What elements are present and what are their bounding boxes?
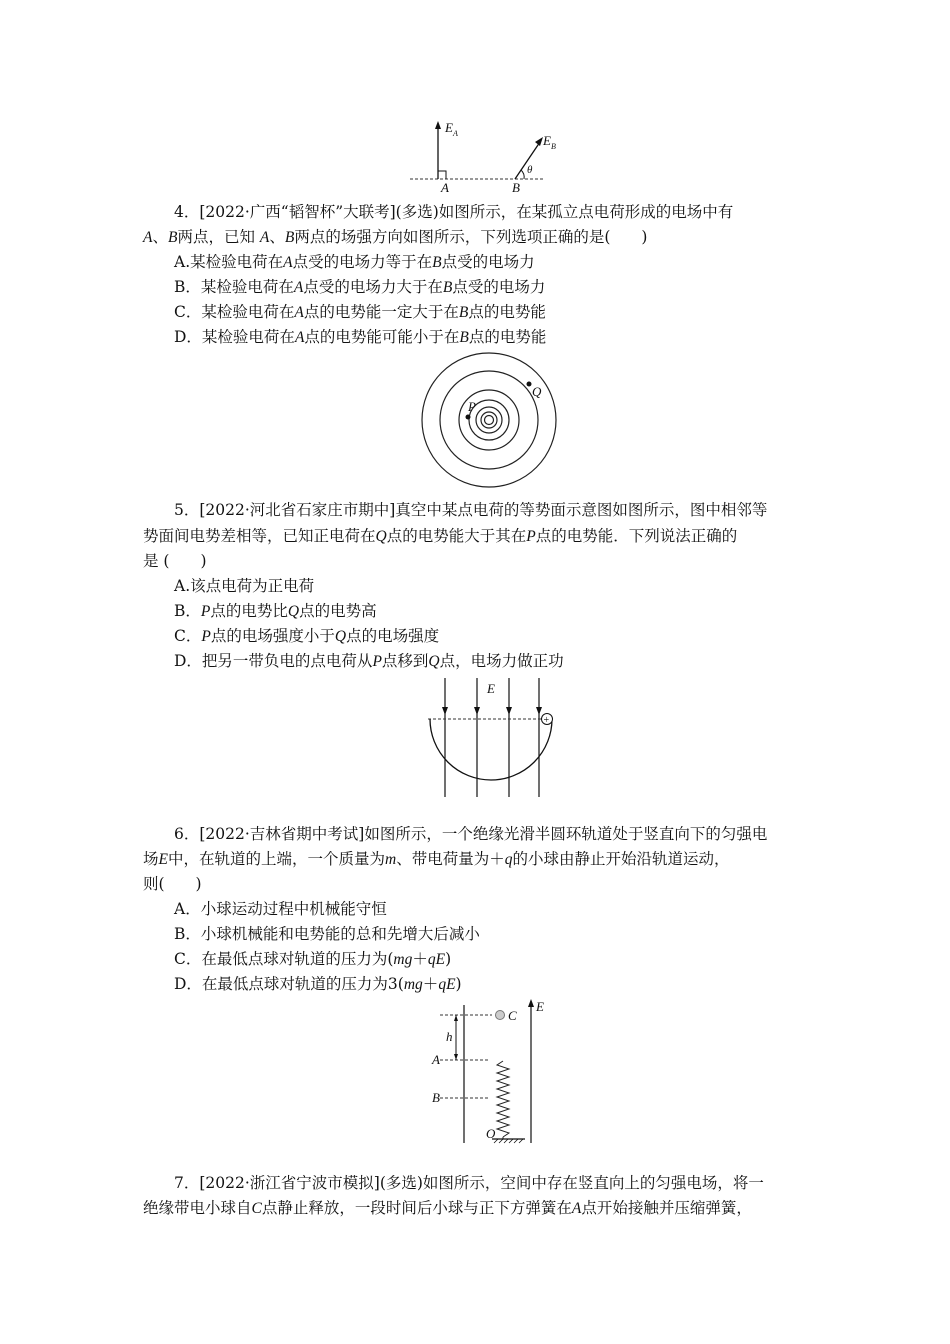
figure-semicircle-track — [425, 675, 565, 800]
q5-option-c: C．P点的电场强度小于Q点的电场强度 — [174, 627, 440, 645]
q7-stem-line2: 绝缘带电小球自C点静止释放，一段时间后小球与正下方弹簧在A点开始接触并压缩弹簧， — [143, 1199, 752, 1217]
q4-option-c: C．某检验电荷在A点的电势能一定大于在B点的电势能 — [174, 303, 546, 321]
figure-field-directions — [400, 115, 570, 195]
point-Q — [527, 382, 532, 387]
label-B: B — [432, 1090, 440, 1105]
label-A: A — [441, 180, 449, 195]
q7-stem-line1: 7．[2022·浙江省宁波市模拟](多选)如图所示，空间中存在竖直向上的匀强电场，将一 — [174, 1174, 764, 1192]
q5-option-d: D．把另一带负电的点电荷从P点移到Q点，电场力做正功 — [174, 652, 564, 670]
q4-stem-line2: A、B两点，已知 A、B两点的场强方向如图所示，下列选项正确的是( ) — [143, 228, 648, 246]
label-EB-sub: B — [551, 142, 556, 151]
q6-stem-line3: 则( ) — [143, 875, 202, 893]
label-EB: E — [543, 133, 551, 148]
q5-option-b: B．P点的电势比Q点的电势高 — [174, 602, 377, 620]
label-E: E — [487, 681, 495, 696]
label-EA: E — [445, 120, 453, 135]
q5-option-a: A.该点电荷为正电荷 — [174, 577, 315, 595]
label-C: C — [508, 1008, 517, 1023]
ball-C — [496, 1011, 505, 1020]
q4-option-b: B．某检验电荷在A点受的电场力大于在B点受的电场力 — [174, 278, 546, 296]
q6-stem-line1: 6．[2022·吉林省期中考试]如图所示，一个绝缘光滑半圆环轨道处于竖直向下的匀强电 — [174, 825, 768, 843]
q6-option-c: C．在最低点球对轨道的压力为(mg＋qE) — [174, 950, 452, 968]
q4-stem-line1: 4．[2022·广西“韬智杯”大联考](多选)如图所示，在某孤立点电荷形成的电场中有 — [174, 203, 734, 221]
q6-stem-line2: 场E中，在轨道的上端，一个质量为m、带电荷量为＋q的小球由静止开始沿轨道运动， — [143, 850, 730, 868]
q5-stem-line1: 5．[2022·河北省石家庄市期中]真空中某点电荷的等势面示意图如图所示，图中相邻等 — [174, 501, 768, 519]
q5-stem-line3: 是 ( ) — [143, 552, 207, 570]
label-P: P — [468, 399, 476, 414]
q6-option-b: B．小球机械能和电势能的总和先增大后减小 — [174, 925, 480, 943]
label-O: O — [486, 1126, 496, 1141]
point-P — [466, 415, 471, 420]
label-E: E — [536, 999, 544, 1014]
figure-spring-field — [430, 997, 560, 1147]
q5-stem-line2: 势面间电势差相等，已知正电荷在Q点的电势能大于其在P点的电势能．下列说法正确的 — [143, 527, 738, 545]
label-charge: + — [543, 715, 550, 726]
q4-option-d: D．某检验电荷在A点的电势能可能小于在B点的电势能 — [174, 328, 547, 346]
figure-equipotential-circles — [420, 352, 560, 492]
label-EA-sub: A — [453, 129, 458, 138]
q4-option-a: A.某检验电荷在A点受的电场力等于在B点受的电场力 — [174, 253, 535, 271]
q6-option-a: A．小球运动过程中机械能守恒 — [174, 900, 387, 918]
label-B: B — [512, 180, 520, 195]
label-h: h — [446, 1029, 453, 1044]
q6-option-d: D．在最低点球对轨道的压力为3(mg＋qE) — [174, 975, 462, 993]
label-theta: θ — [527, 164, 533, 176]
label-Q: Q — [532, 384, 542, 399]
label-A: A — [432, 1052, 440, 1067]
